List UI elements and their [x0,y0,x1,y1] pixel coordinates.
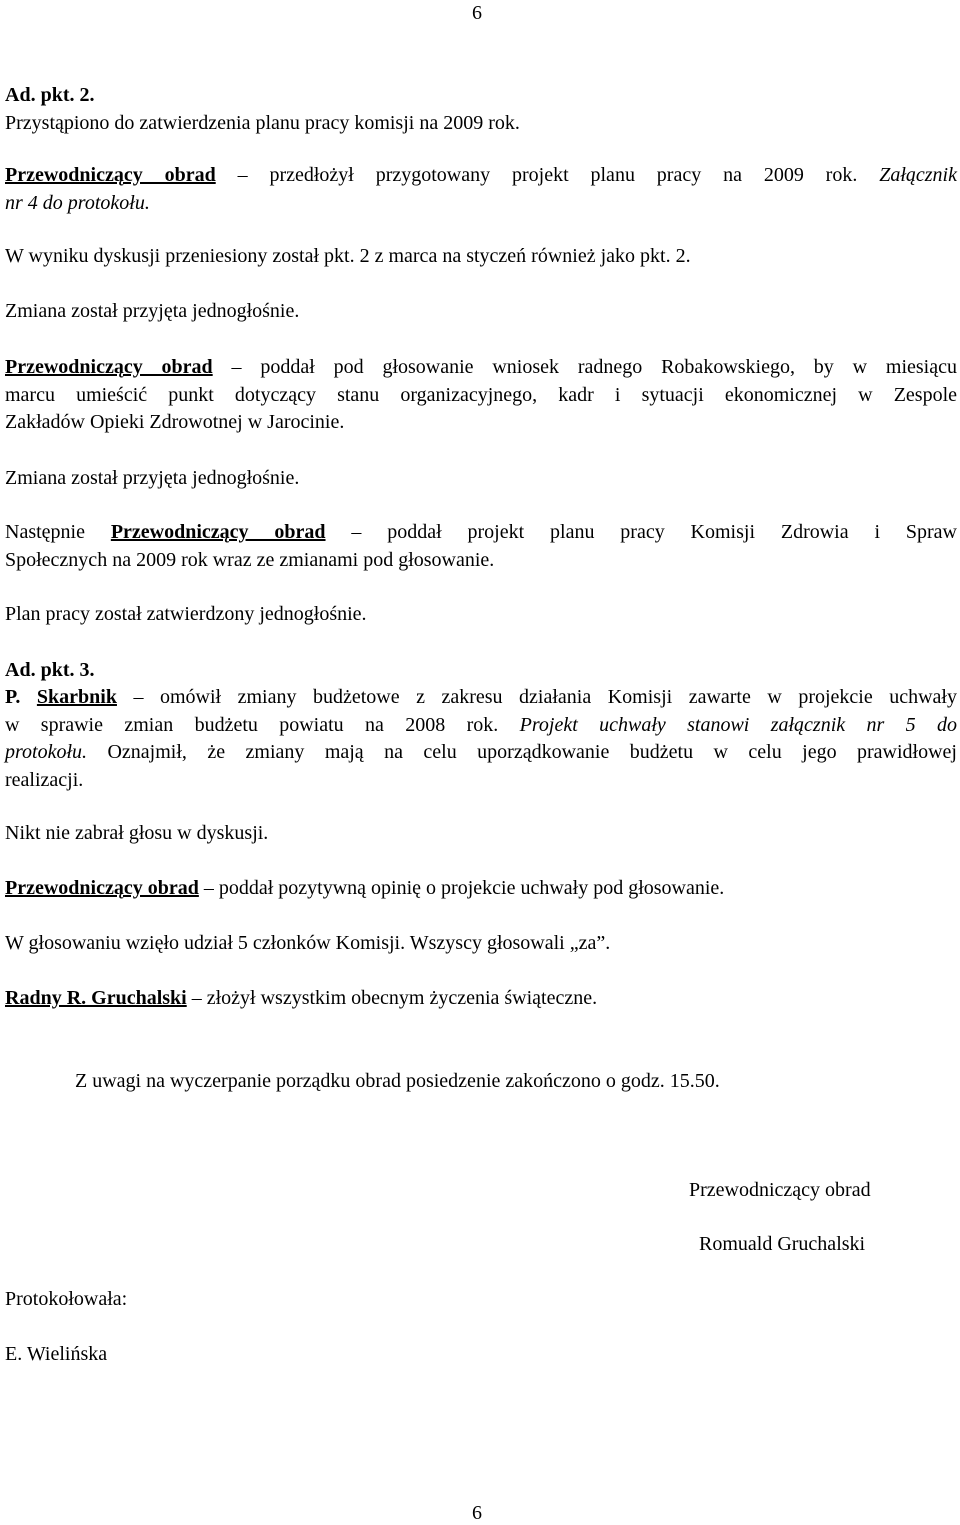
text: w sprawie zmian budżetu powiatu na 2008 rok. [5,713,520,736]
recorder-name: E. Wielińska [5,1343,108,1365]
page-number-bottom: 6 [472,1502,482,1524]
paragraph-intro: Przystąpiono do zatwierdzenia planu pracy komisji na 2009 rok. [5,112,520,134]
paragraph-treasurer [5,684,957,794]
paragraph-motion [5,354,957,437]
line: Zakładów Opieki Zdrowotnej w Jarocinie. [5,411,345,433]
line [5,739,957,767]
line: marcu umieścić punkt dotyczący stanu organizacyjnego, kadr i sytuacji ekonomicznej w Zespole [5,383,957,406]
line [5,354,957,382]
speaker-prefix: P. [5,686,37,708]
paragraph-wishes [5,985,957,1013]
text: – przedłożył przygotowany projekt planu pracy na 2009 rok. [215,164,880,186]
speaker-name: Radny R. Gruchalski [5,987,187,1009]
line [5,684,957,712]
text: – poddał projekt planu pracy Komisji Zdrowia i Spraw [325,521,957,543]
paragraph-vote-result: W głosowaniu wzięło udział 5 członków Komisji. Wszyscy głosowali „za”. [5,932,611,954]
text: – poddał pod głosowanie wniosek radnego Robakowskiego, by w miesiącu [212,356,957,378]
paragraph-no-discussion: Nikt nie zabrał głosu w dyskusji. [5,822,269,844]
line [5,712,957,740]
attachment-ref-cont: nr 4 do protokołu. [5,191,150,214]
paragraph-plan-presented [5,162,957,217]
text: Oznajmił, że zmiany mają na celu uporządkowanie budżetu w celu jego prawidłowej [87,741,957,763]
speaker-name: Przewodniczący obrad [5,164,216,186]
paragraph-discussion: W wyniku dyskusji przeniesiony został pkt. 2 z marca na styczeń również jako pkt. 2. [5,245,691,267]
line [5,162,957,190]
text: – poddał pozytywną opinię o projekcie uchwały pod głosowanie. [198,877,725,899]
paragraph-accepted-1: Zmiana został przyjęta jednogłośnie. [5,300,300,322]
chairman-name: Romuald Gruchalski [699,1233,866,1255]
attachment-ref: Załącznik [879,164,957,186]
text: – omówił zmiany budżetowe z zakresu działania Komisji zawarte w projekcie uchwały [116,686,957,708]
paragraph-opinion-vote [5,875,957,903]
text: – złożył wszystkim obecnym życzenia świąteczne. [186,987,598,1009]
text: Następnie [5,521,111,543]
paragraph-plan-vote [5,519,957,574]
line [5,519,957,547]
speaker-name: Przewodniczący obrad [5,356,213,378]
line: Społecznych na 2009 rok wraz ze zmianami pod głosowanie. [5,548,495,571]
attachment-ref: Projekt uchwały stanowi załącznik nr 5 do [519,713,957,736]
chairman-role: Przewodniczący obrad [689,1179,871,1201]
paragraph-accepted-2: Zmiana został przyjęta jednogłośnie. [5,467,300,489]
closing-statement: Z uwagi na wyczerpanie porządku obrad posiedzenie zakończono o godz. 15.50. [75,1070,720,1092]
paragraph-plan-approved: Plan pracy został zatwierdzony jednogłośnie. [5,603,367,625]
speaker-name: Skarbnik [36,686,117,708]
line: realizacji. [5,768,84,791]
recorder-label: Protokołowała: [5,1288,128,1310]
speaker-name: Przewodniczący obrad [5,877,199,899]
page-number-top: 6 [472,2,482,24]
section-heading-3: Ad. pkt. 3. [5,659,95,681]
speaker-name: Przewodniczący obrad [110,521,326,543]
attachment-ref-cont: protokołu. [5,741,88,763]
section-heading-2: Ad. pkt. 2. [5,84,95,106]
